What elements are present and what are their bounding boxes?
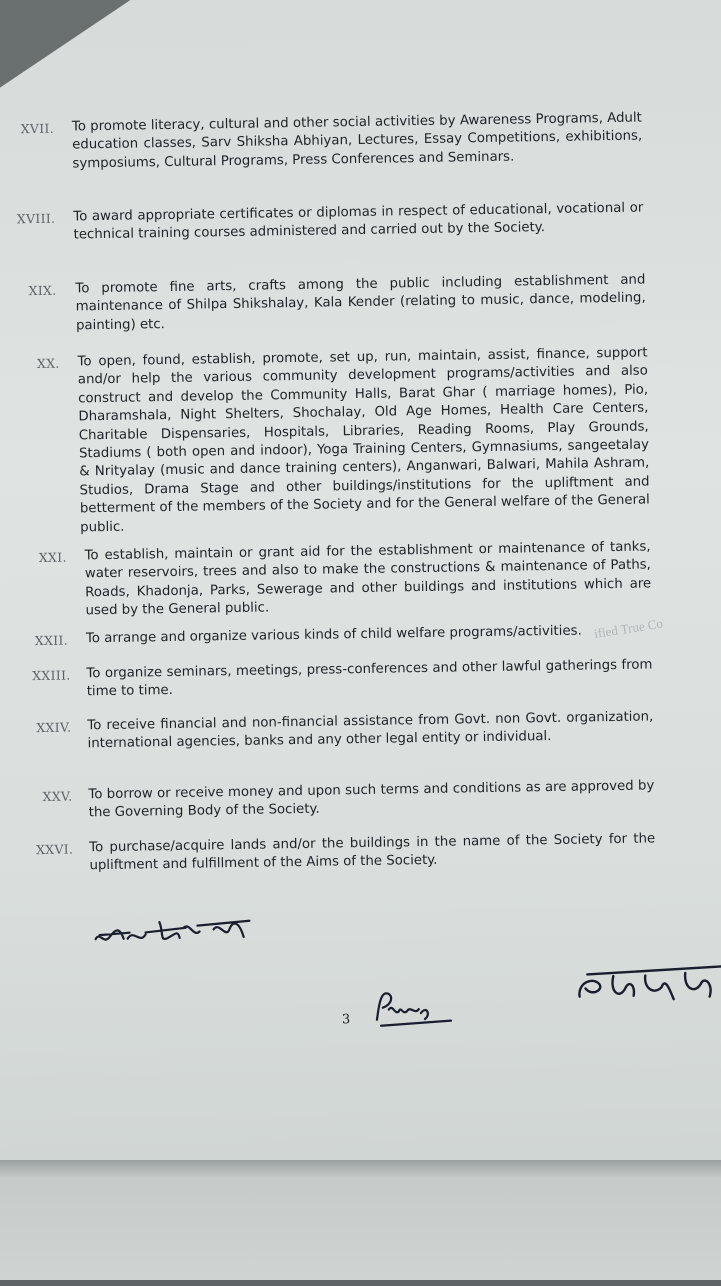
signature-left	[89, 906, 270, 959]
item-number: XXI.	[38, 549, 67, 566]
item-text: To award appropriate certificates or diplomas in respect of educational, vocational or technical training courses administered and carried out by the Society.	[73, 200, 644, 243]
item-text: To promote literacy, cultural and other social activities by Awareness Programs, Adult education classes, Sarv Shiksha Abhiyan, Lectures, Essay Competitions, exhibitions, symposiums, Cultural Programs, Press Conferences and Seminars.	[71, 110, 643, 172]
list-item	[2, 776, 721, 821]
item-number: XXIII.	[32, 667, 71, 684]
item-text: To purchase/acquire lands and/or the buildings in the name of the Society for the upliftment and fulfillment of the Aims of the Society.	[89, 831, 656, 874]
list-item	[0, 655, 721, 700]
item-number: XVII.	[20, 120, 55, 137]
signature-initials	[370, 984, 461, 1029]
list-item	[0, 198, 714, 243]
item-text: To receive financial and non-financial assistance from Govt. non Govt. organization, international agencies, banks and any other legal entity or individual.	[87, 709, 654, 752]
signature-right	[573, 954, 721, 1017]
item-text: To borrow or receive money and upon such terms and conditions as are approved by the Governing Body of the Society.	[88, 778, 655, 821]
list-item	[0, 343, 716, 536]
item-text: To open, found, establish, promote, set up, run, maintain, assist, finance, support and/or help the various community development programs/activities and also construct and develop the Community Halls, Barat Ghar ( marriage homes), Pio, Dharamshala, Night Shelters, Shochalay, Old Age Homes, Health Care Centers, Charitable Dispensaries, Hospitals, Libraries, Reading Rooms, Play Grounds, Stadiums ( both open and indoor), Yoga Training Centers, Gymnasiums, sangeetalay & Nrityalay (music and dance training centers), Anganwari, Balwari, Mahila Ashram, Studios, Drama Stage and other buildings/institutions for the upliftment and betterment of the members of the Society and for the General welfare of the General public.	[77, 345, 650, 536]
item-text: To establish, maintain or grant aid for the establishment or maintenance of tanks, water reservoirs, trees and also to make the constructions & maintenance of Paths, Roads, Khadonja, Parks, Sewerage and other buildings and institutions which are used by the General public.	[84, 539, 652, 619]
item-text: To arrange and organize various kinds of child welfare programs/activities.	[85, 623, 582, 647]
item-number: XXVI.	[35, 841, 74, 858]
list-item	[3, 829, 721, 874]
item-text: To organize seminars, meetings, press-conferences and other lawful gatherings from time to time.	[86, 657, 653, 700]
item-number: XXII.	[34, 632, 69, 649]
item-number: XIX.	[28, 282, 57, 299]
item-number: XVIII.	[16, 210, 56, 227]
item-number: XX.	[36, 355, 60, 372]
certified-stamp-text: ified True Co	[593, 615, 664, 642]
page-number: 3	[341, 1012, 351, 1028]
list-item	[0, 537, 719, 619]
item-number: XXIV.	[36, 719, 72, 736]
list-item	[0, 108, 713, 172]
item-text: To promote fine arts, crafts among the public including establishment and maintenance of Shilpa Shikshalay, Kala Kender (relating to music, dance, modeling, painting) etc.	[75, 272, 646, 334]
list-item	[0, 270, 715, 334]
item-number: XXV.	[42, 788, 73, 805]
list-item	[1, 707, 721, 752]
